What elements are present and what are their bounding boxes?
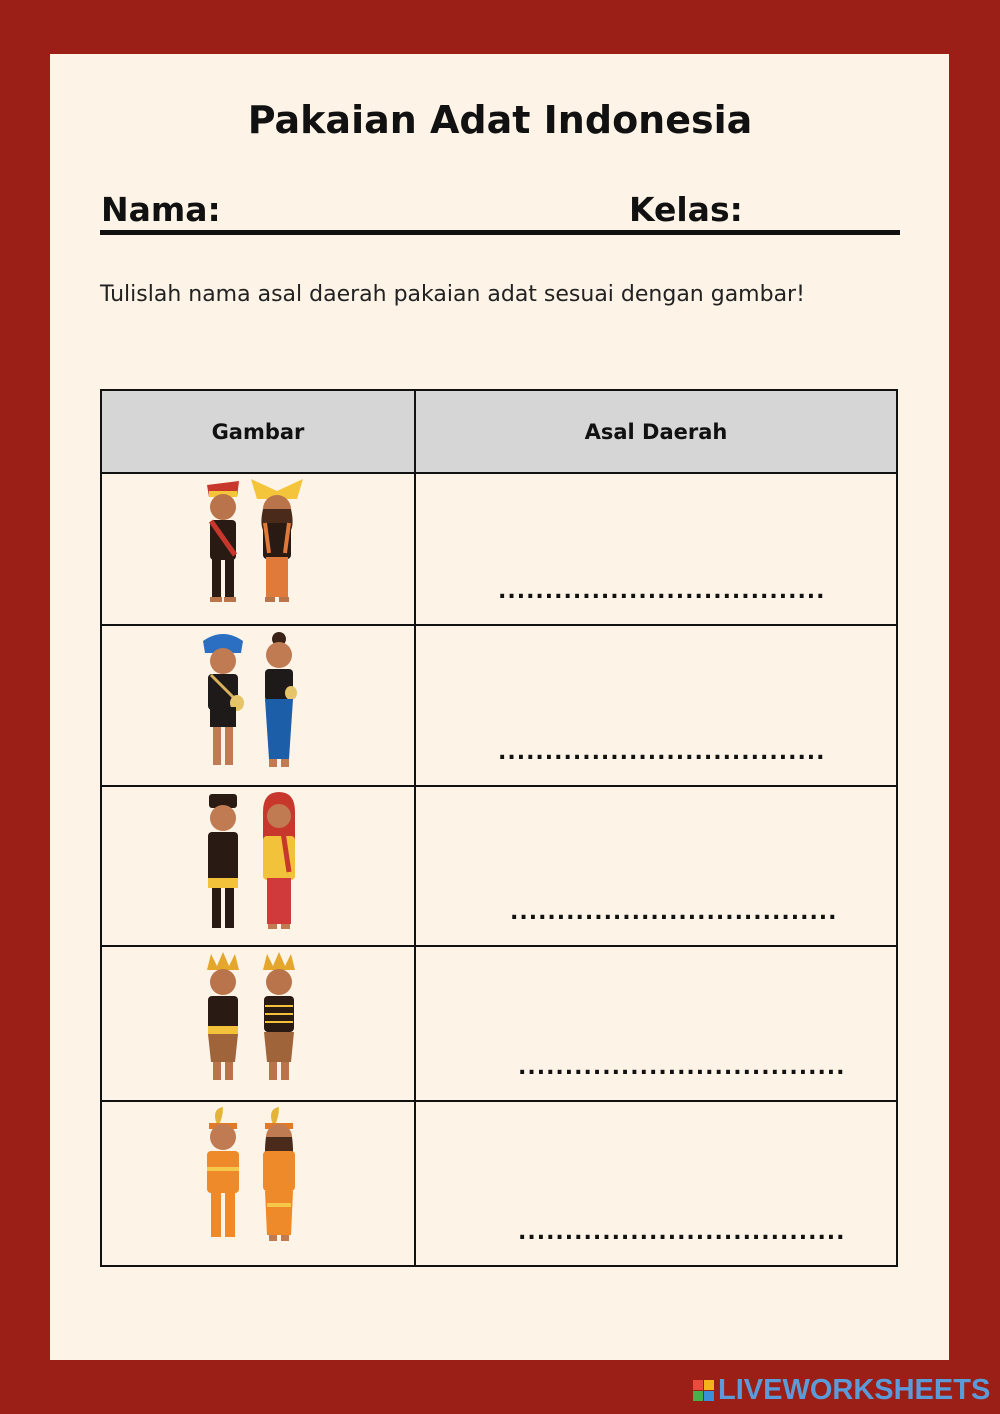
answer-dots: ................................... bbox=[518, 1220, 846, 1245]
watermark-text: LIVEWORKSHEETS bbox=[718, 1374, 991, 1406]
costume-pair-illustration bbox=[193, 1107, 323, 1257]
name-label: Nama: bbox=[101, 190, 221, 229]
answer-cell-3[interactable] bbox=[415, 786, 897, 946]
header-gambar: Gambar bbox=[101, 390, 415, 473]
table-row bbox=[101, 1101, 897, 1266]
costume-pair-illustration bbox=[193, 477, 323, 617]
liveworksheets-logo-icon bbox=[693, 1380, 714, 1401]
costume-pair-illustration bbox=[193, 792, 323, 937]
costume-image-3 bbox=[101, 786, 415, 946]
costume-pair-illustration bbox=[193, 629, 323, 779]
answer-cell-4[interactable] bbox=[415, 946, 897, 1101]
table-row bbox=[101, 473, 897, 625]
answer-cell-5[interactable] bbox=[415, 1101, 897, 1266]
table-row bbox=[101, 625, 897, 786]
header-asal-daerah: Asal Daerah bbox=[415, 390, 897, 473]
costume-table bbox=[100, 389, 898, 1267]
answer-dots: ................................... bbox=[510, 900, 838, 925]
table-header-row bbox=[101, 390, 897, 473]
name-class-underline bbox=[100, 230, 900, 235]
instruction-text: Tulislah nama asal daerah pakaian adat sesuai dengan gambar! bbox=[100, 282, 805, 307]
worksheet-title: Pakaian Adat Indonesia bbox=[247, 98, 753, 142]
table-row bbox=[101, 786, 897, 946]
costume-pair-illustration bbox=[193, 952, 323, 1092]
liveworksheets-watermark bbox=[693, 1374, 990, 1407]
class-label: Kelas: bbox=[629, 190, 743, 229]
costume-image-2 bbox=[101, 625, 415, 786]
answer-cell-2[interactable] bbox=[415, 625, 897, 786]
table-row bbox=[101, 946, 897, 1101]
costume-image-5 bbox=[101, 1101, 415, 1266]
answer-dots: ................................... bbox=[498, 579, 826, 604]
answer-cell-1[interactable] bbox=[415, 473, 897, 625]
costume-image-1 bbox=[101, 473, 415, 625]
costume-image-4 bbox=[101, 946, 415, 1101]
answer-dots: ................................... bbox=[518, 1055, 846, 1080]
answer-dots: ................................... bbox=[498, 740, 826, 765]
